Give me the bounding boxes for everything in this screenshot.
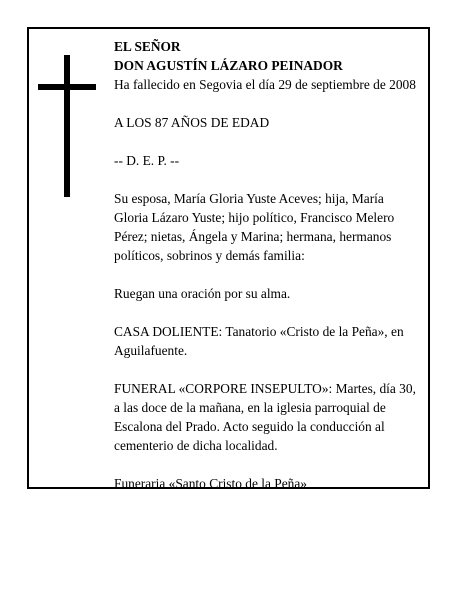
family-line: Pérez; nietas, Ángela y Marina; hermana, hermanos: [114, 229, 392, 244]
cross-vertical-bar: [64, 55, 70, 197]
family-line: Su esposa, María Gloria Yuste Aceves; hija, María: [114, 191, 384, 206]
family-line: políticos, sobrinos y demás familia:: [114, 248, 305, 263]
funeral-home-line: Funeraria «Santo Cristo de la Peña»: [114, 476, 308, 491]
family-line: Gloria Lázaro Yuste; hijo político, Francisco Melero: [114, 210, 395, 225]
prayer-line: Ruegan una oración por su alma.: [114, 286, 291, 301]
death-announcement: Ha fallecido en Segovia el día 29 de septiembre de 2008: [114, 77, 416, 92]
funeral-line: cementerio de dicha localidad.: [114, 438, 278, 453]
rip-paragraph: [114, 151, 426, 170]
header-line-1: EL SEÑOR: [114, 39, 181, 54]
deceased-title: [114, 37, 426, 94]
house-paragraph: [114, 322, 426, 360]
house-line: Aguilafuente.: [114, 343, 188, 358]
prayer-paragraph: [114, 284, 426, 303]
funeral-paragraph: [114, 379, 426, 455]
house-line: CASA DOLIENTE: Tanatorio «Cristo de la Peña», en: [114, 324, 404, 339]
family-paragraph: [114, 189, 426, 265]
rip-line: -- D. E. P. --: [114, 153, 180, 168]
funeral-line: FUNERAL «CORPORE INSEPULTO»: Martes, día 30,: [114, 381, 416, 396]
funeral-line: Escalona del Prado. Acto seguido la conducción al: [114, 419, 385, 434]
age-line: A LOS 87 AÑOS DE EDAD: [114, 115, 270, 130]
obituary-text: [114, 37, 426, 493]
deceased-name: DON AGUSTÍN LÁZARO PEINADOR: [114, 58, 343, 73]
funeral-home-paragraph: [114, 474, 426, 493]
funeral-line: a las doce de la mañana, en la iglesia parroquial de: [114, 400, 386, 415]
cross-horizontal-bar: [38, 84, 96, 90]
age-paragraph: [114, 113, 426, 132]
